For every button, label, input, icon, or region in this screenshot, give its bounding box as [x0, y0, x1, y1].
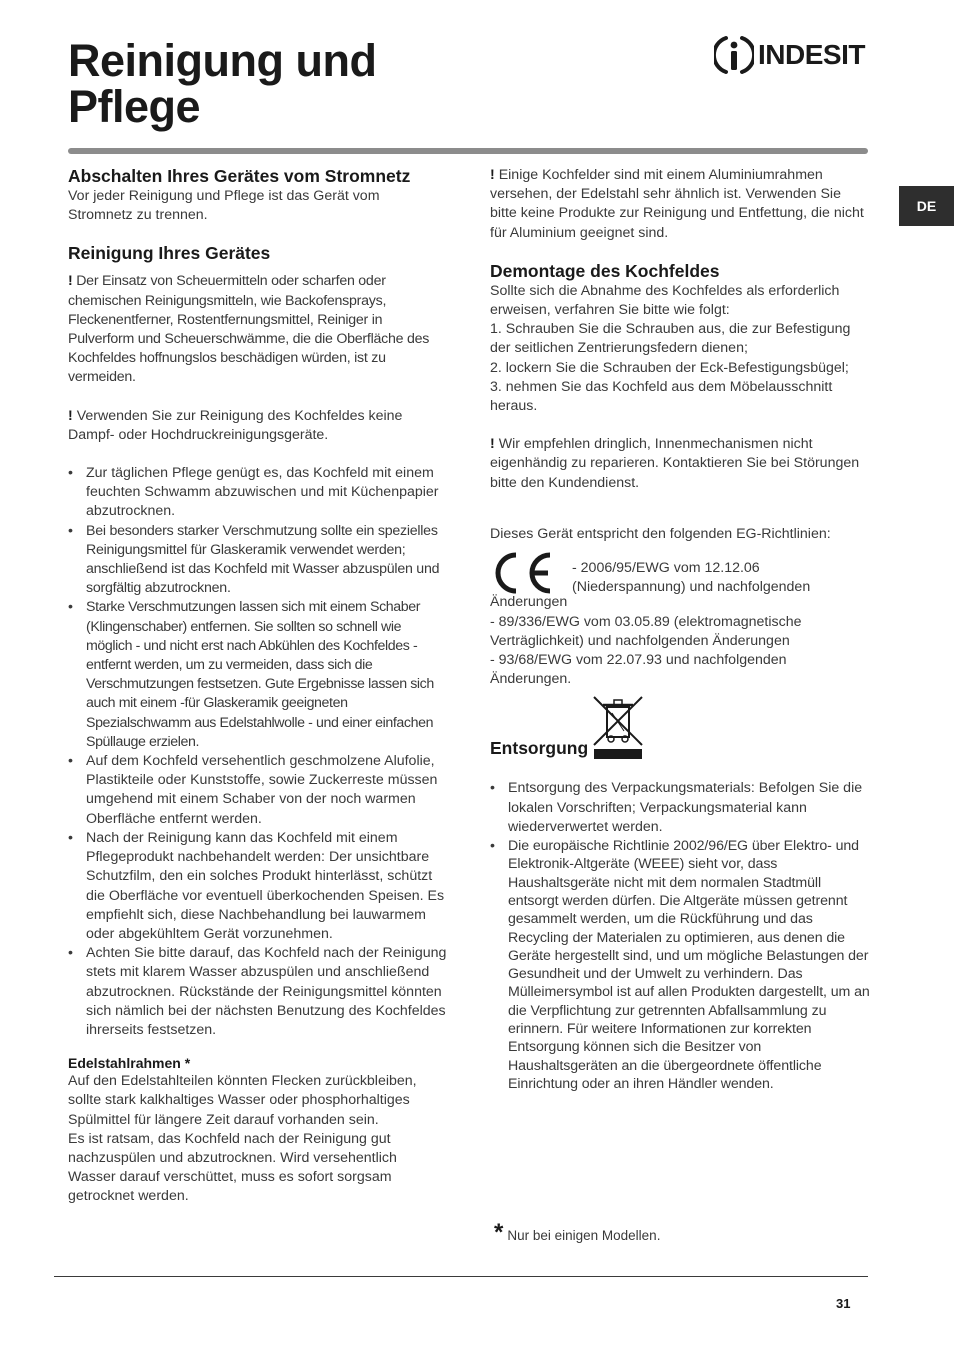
warning-icon: ! — [490, 436, 495, 453]
ce-line-1: - 2006/95/EWG vom 12.12.06 — [572, 560, 760, 577]
footer-divider — [54, 1276, 868, 1277]
header-divider — [68, 148, 868, 154]
list-item: • Auf dem Kochfeld versehentlich geschmolzene Alufolie, Plastikteile oder Kunststoffe, sowie Zuckerreste müssen umgehend mit einem Schaber von der noch warmen Oberfläche entfernt werden. — [68, 752, 448, 829]
warning-aluminium-text: Einige Kochfelder sind mit einem Aluminiumrahmen versehen, der Edelstahl sehr ähnlich ist. Verwenden Sie bitte keine Produkte zur Reinigung und Entfettung, die nicht für Aluminium geeignet sind. — [490, 167, 864, 241]
brand-logo — [714, 34, 874, 76]
title-line-2: Pflege — [68, 81, 201, 132]
cleaning-tips-list — [68, 464, 448, 1040]
section-heading-dismantling: Demontage des Kochfeldes — [490, 260, 720, 281]
disposal-heading-row — [490, 695, 870, 759]
warning-repair-text: Wir empfehlen dringlich, Innenmechanismen nicht eigenhändig zu reparieren. Kontaktieren Sie bei Störungen bitte den Kundendienst. — [490, 436, 860, 491]
warning-abrasives — [68, 272, 448, 387]
brand-name: INDESIT — [758, 39, 865, 70]
dismantling-step-2: 2. lockern Sie die Schrauben der Eck-Befestigungsbügel; — [490, 359, 849, 376]
footnote — [494, 1219, 661, 1246]
disposal-list — [490, 779, 870, 1093]
list-item: • Nach der Reinigung kann das Kochfeld mit einem Pflegeprodukt nachbehandelt werden: Der unsichtbare Schutzfilm, den ein solches Produkt hinterlässt, schützt die Oberfläche vor eventuell überkochenden Speisen. Es empfiehlt sich, diese Nachbehandlung bei lauwarmem oder abgekühltem Gerät vorzunehmen. — [68, 829, 448, 944]
section-heading-stainless: Edelstahlrahmen * — [68, 1055, 191, 1072]
ce-mark-icon — [490, 549, 554, 597]
dismantling-step-3: 3. nehmen Sie das Kochfeld aus dem Möbelausschnitt heraus. — [490, 378, 833, 415]
warning-steam-text: Verwenden Sie zur Reinigung des Kochfeldes keine Dampf- oder Hochdruckreinigungsgeräte. — [68, 407, 403, 443]
ce-block — [490, 551, 870, 597]
warning-icon: ! — [68, 407, 73, 424]
language-tab: DE — [899, 186, 954, 226]
right-column — [490, 166, 870, 1093]
power-text: Vor jeder Reinigung und Pflege ist das Gerät vom Stromnetz zu trennen. — [68, 188, 380, 224]
list-item: • Zur täglichen Pflege genügt es, das Kochfeld mit einem feuchten Schwamm abzuwischen und mit Küchenpapier abzutrocknen. — [68, 464, 448, 522]
eg-directive-1: - 89/336/EWG vom 03.05.89 (elektromagnetische Verträglichkeit) und nachfolgenden Änderungen — [490, 613, 802, 649]
section-heading-cleaning: Reinigung Ihres Gerätes — [68, 243, 271, 264]
eg-intro: Dieses Gerät entspricht den folgenden EG-Richtlinien: — [490, 525, 831, 542]
stainless-text-2: Es ist ratsam, das Kochfeld nach der Reinigung gut nachzuspülen und abzutrocknen. Wird versehentlich Wasser darauf verschüttet, muss es sofort sorgsam getrocknet werden. — [68, 1130, 397, 1205]
section-heading-power: Abschalten Ihres Gerätes vom Stromnetz — [68, 166, 411, 186]
list-item: • Die europäische Richtlinie 2002/96/EG über Elektro- und Elektronik-Altgeräte (WEEE) sieht vor, dass Haushaltsgeräte nicht mit dem normalen Stadtmüll entsorgt werden dürfen. Die Altgeräte müssen getrennt gesammelt werden, um die Rückführung und das Recycling der Materialen zu optimieren, aus denen die Geräte hergestellt sind, und um mögliche Belastungen der Gesundheit und der Umwelt zu verhindern. Das Mülleimersymbol ist auf allen Produkten dargestellt, um an die Verpflichtung zur getrennten Abfallsammlung zu erinnern. Für weitere Informationen zur korrekten Entsorgung können sich die Besitzer von Haushaltsgeräten an die übergeordnete öffentliche Einrichtung oder an ihren Händler wenden. — [490, 837, 870, 1093]
list-item: • Bei besonders starker Verschmutzung sollte ein spezielles Reinigungsmittel für Glaskeramik verwendet werden; anschließend ist das Kochfeld mit Wasser abzuspülen und sorgfältig abzutrocknen. — [68, 522, 448, 599]
warning-aluminium — [490, 166, 870, 243]
weee-bin-icon — [592, 695, 644, 759]
ce-line-3: Änderungen — [490, 594, 568, 611]
warning-icon: ! — [490, 167, 495, 183]
left-column — [68, 166, 448, 1207]
footnote-text: Nur bei einigen Modellen. — [507, 1228, 661, 1243]
section-heading-disposal: Entsorgung — [490, 738, 589, 759]
page-number: 31 — [836, 1296, 851, 1311]
warning-abrasives-text: Der Einsatz von Scheuermitteln oder scharfen oder chemischen Reinigungsmitteln, wie Backofensprays, Fleckenentferner, Rostentfernungsmittel, Reiniger in Pulverform und Scheuerschwämme, die die Oberfläche des Kochfeldes hoffnungslos beschädigen würden, ist zu vermeiden. — [68, 273, 430, 386]
page-title — [68, 35, 377, 132]
dismantling-step-1: 1. Schrauben Sie die Schrauben aus, die zur Befestigung der seitlichen Zentrierungsfedern dienen; — [490, 321, 851, 357]
dismantling-intro: Sollte sich die Abnahme des Kochfeldes als erforderlich erweisen, verfahren Sie bitte wie folgt: — [490, 282, 840, 319]
list-item: • Entsorgung des Verpackungsmaterials: Befolgen Sie die lokalen Vorschriften; Verpackungsmaterial kann wiederverwertet werden. — [490, 779, 870, 837]
warning-repair — [490, 435, 870, 493]
warning-steam — [68, 407, 448, 445]
list-item: • Achten Sie bitte darauf, das Kochfeld nach der Reinigung stets mit klarem Wasser abzuspülen und anschließend abzutrocknen. Rückstände der Reinigungsmittel könnten sich nämlich bei der nächsten Benutzung des Kochfeldes ihrerseits festsetzen. — [68, 944, 448, 1040]
stainless-text: Auf den Edelstahlteilen könnten Flecken zurückbleiben, sollte stark kalkhaltiges Wasser oder phosphorhaltiges Spülmittel für längere Zeit darauf vorhanden sein. — [68, 1073, 417, 1128]
ce-line-2: (Niederspannung) und nachfolgenden — [572, 579, 811, 596]
brand-i-icon — [714, 34, 754, 76]
title-line-1: Reinigung und — [68, 35, 377, 86]
warning-icon: ! — [68, 273, 73, 290]
list-item: • Starke Verschmutzungen lassen sich mit einem Schaber (Klingenschaber) entfernen. Sie sollten so schnell wie möglich - und nicht erst nach Abkühlen des Kochfeldes - entfernt werden, um zu vermeiden, dass sich die Verschmutzungen festsetzen. Gute Ergebnisse lassen sich auch mit einem -für Glaskeramik geeigneten Spezialschwamm aus Edelstahlwolle - und einer einfachen Spüllauge erzielen. — [68, 598, 448, 752]
asterisk-icon: * — [494, 1219, 504, 1246]
eg-directive-2: - 93/68/EWG vom 22.07.93 und nachfolgenden Änderungen. — [490, 652, 787, 688]
